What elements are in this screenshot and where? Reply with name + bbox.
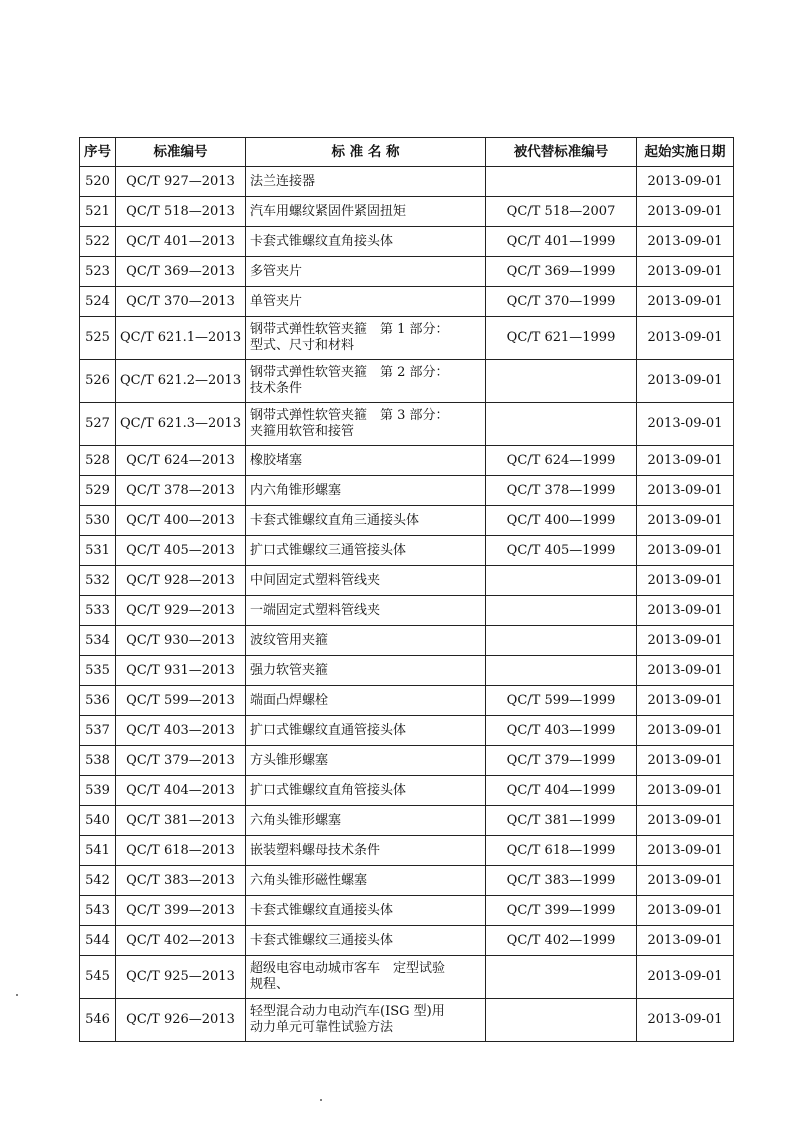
replaced-code-cell: QC/T 401—1999 — [486, 227, 637, 257]
effective-date-cell: 2013-09-01 — [637, 197, 734, 227]
serial-no-cell: 527 — [80, 403, 116, 446]
table-row — [80, 227, 734, 257]
replaced-code-cell: QC/T 618—1999 — [486, 836, 637, 866]
effective-date-cell: 2013-09-01 — [637, 746, 734, 776]
standard-name-cell — [246, 716, 486, 746]
table-row — [80, 446, 734, 476]
effective-date-cell: 2013-09-01 — [637, 896, 734, 926]
replaced-code-cell: QC/T 624—1999 — [486, 446, 637, 476]
standard-code-cell: QC/T 399—2013 — [116, 896, 246, 926]
table-header-row — [80, 138, 734, 167]
standard-name-cell — [246, 746, 486, 776]
scan-speck — [320, 1099, 322, 1101]
table-row — [80, 746, 734, 776]
standard-code-cell: QC/T 930—2013 — [116, 626, 246, 656]
standard-name-line: 钢带式弹性软管夹箍 第 2 部分： — [250, 365, 449, 380]
standard-name-line: 卡套式锥螺纹直角三通接头体 — [250, 512, 420, 528]
standard-code-cell: QC/T 405—2013 — [116, 536, 246, 566]
table-row — [80, 476, 734, 506]
replaced-code-cell: QC/T 381—1999 — [486, 806, 637, 836]
standard-name-line: 内六角锥形螺塞 — [250, 482, 342, 498]
standard-name-line: 卡套式锥螺纹直角接头体 — [250, 233, 394, 249]
standard-name-cell — [246, 956, 486, 999]
standard-name-line: 波纹管用夹箍 — [250, 632, 329, 648]
effective-date-cell: 2013-09-01 — [637, 956, 734, 999]
header-replaced-code: 被代替标准编号 — [486, 138, 637, 167]
standard-name-cell — [246, 167, 486, 197]
effective-date-cell: 2013-09-01 — [637, 476, 734, 506]
serial-no-cell: 526 — [80, 360, 116, 403]
standard-code-cell: QC/T 599—2013 — [116, 686, 246, 716]
standard-name-line: 夹箍用软管和接管 — [250, 424, 355, 439]
standard-code-cell: QC/T 926—2013 — [116, 999, 246, 1042]
standard-code-cell: QC/T 929—2013 — [116, 596, 246, 626]
standard-code-cell: QC/T 518—2013 — [116, 197, 246, 227]
replaced-code-cell: QC/T 400—1999 — [486, 506, 637, 536]
table-row — [80, 287, 734, 317]
standard-name-cell — [246, 566, 486, 596]
replaced-code-cell: QC/T 599—1999 — [486, 686, 637, 716]
standard-name-line: 扩口式锥螺纹三通管接头体 — [250, 542, 407, 558]
effective-date-cell: 2013-09-01 — [637, 167, 734, 197]
effective-date-cell: 2013-09-01 — [637, 596, 734, 626]
standard-name-line: 超级电容电动城市客车 定型试验 — [250, 961, 446, 976]
serial-no-cell: 523 — [80, 257, 116, 287]
replaced-code-cell: QC/T 378—1999 — [486, 476, 637, 506]
standard-code-cell: QC/T 378—2013 — [116, 476, 246, 506]
effective-date-cell: 2013-09-01 — [637, 257, 734, 287]
replaced-code-cell — [486, 626, 637, 656]
table-row — [80, 686, 734, 716]
effective-date-cell: 2013-09-01 — [637, 716, 734, 746]
effective-date-cell: 2013-09-01 — [637, 403, 734, 446]
effective-date-cell: 2013-09-01 — [637, 776, 734, 806]
serial-no-cell: 524 — [80, 287, 116, 317]
replaced-code-cell — [486, 656, 637, 686]
effective-date-cell: 2013-09-01 — [637, 626, 734, 656]
effective-date-cell: 2013-09-01 — [637, 926, 734, 956]
effective-date-cell: 2013-09-01 — [637, 287, 734, 317]
serial-no-cell: 537 — [80, 716, 116, 746]
serial-no-cell: 539 — [80, 776, 116, 806]
standard-code-cell: QC/T 379—2013 — [116, 746, 246, 776]
standard-name-cell — [246, 317, 486, 360]
serial-no-cell: 543 — [80, 896, 116, 926]
standard-code-cell: QC/T 402—2013 — [116, 926, 246, 956]
standard-name-line: 卡套式锥螺纹三通接头体 — [250, 932, 394, 948]
effective-date-cell: 2013-09-01 — [637, 317, 734, 360]
replaced-code-cell: QC/T 402—1999 — [486, 926, 637, 956]
serial-no-cell: 528 — [80, 446, 116, 476]
table-row — [80, 403, 734, 446]
standard-name-line: 六角头锥形磁性螺塞 — [250, 872, 368, 888]
standard-name-cell — [246, 197, 486, 227]
standard-code-cell: QC/T 404—2013 — [116, 776, 246, 806]
replaced-code-cell: QC/T 370—1999 — [486, 287, 637, 317]
standard-name-line: 中间固定式塑料管线夹 — [250, 572, 381, 588]
replaced-code-cell: QC/T 621—1999 — [486, 317, 637, 360]
standard-name-cell — [246, 227, 486, 257]
standard-name-cell — [246, 360, 486, 403]
header-standard-name: 标 准 名 称 — [246, 138, 486, 167]
effective-date-cell: 2013-09-01 — [637, 999, 734, 1042]
standard-name-cell — [246, 926, 486, 956]
standard-name-cell — [246, 776, 486, 806]
standard-name-cell — [246, 866, 486, 896]
serial-no-cell: 521 — [80, 197, 116, 227]
replaced-code-cell: QC/T 405—1999 — [486, 536, 637, 566]
effective-date-cell: 2013-09-01 — [637, 836, 734, 866]
table-body — [80, 167, 734, 1042]
replaced-code-cell — [486, 360, 637, 403]
standard-name-cell — [246, 656, 486, 686]
replaced-code-cell: QC/T 379—1999 — [486, 746, 637, 776]
standard-name-cell — [246, 506, 486, 536]
standard-code-cell: QC/T 381—2013 — [116, 806, 246, 836]
table-row — [80, 536, 734, 566]
replaced-code-cell — [486, 956, 637, 999]
replaced-code-cell — [486, 999, 637, 1042]
standard-name-line: 规程、 — [250, 977, 290, 992]
serial-no-cell: 534 — [80, 626, 116, 656]
standard-code-cell: QC/T 370—2013 — [116, 287, 246, 317]
standard-name-line: 方头锥形螺塞 — [250, 752, 329, 768]
replaced-code-cell: QC/T 404—1999 — [486, 776, 637, 806]
standard-code-cell: QC/T 621.2—2013 — [116, 360, 246, 403]
serial-no-cell: 525 — [80, 317, 116, 360]
effective-date-cell: 2013-09-01 — [637, 536, 734, 566]
standard-name-line: 动力单元可靠性试验方法 — [250, 1020, 394, 1035]
standard-name-cell — [246, 806, 486, 836]
standard-code-cell: QC/T 383—2013 — [116, 866, 246, 896]
table-row — [80, 197, 734, 227]
header-standard-code: 标准编号 — [116, 138, 246, 167]
serial-no-cell: 546 — [80, 999, 116, 1042]
replaced-code-cell — [486, 596, 637, 626]
serial-no-cell: 538 — [80, 746, 116, 776]
header-effective-date: 起始实施日期 — [637, 138, 734, 167]
effective-date-cell: 2013-09-01 — [637, 360, 734, 403]
table-row — [80, 999, 734, 1042]
standard-code-cell: QC/T 931—2013 — [116, 656, 246, 686]
standard-name-line: 扩口式锥螺纹直角管接头体 — [250, 782, 407, 798]
replaced-code-cell — [486, 403, 637, 446]
standard-name-line: 扩口式锥螺纹直通管接头体 — [250, 722, 407, 738]
replaced-code-cell: QC/T 383—1999 — [486, 866, 637, 896]
header-serial-no: 序号 — [80, 138, 116, 167]
table-row — [80, 836, 734, 866]
standard-name-cell — [246, 999, 486, 1042]
table-row — [80, 716, 734, 746]
standard-name-line: 一端固定式塑料管线夹 — [250, 602, 381, 618]
standard-code-cell: QC/T 925—2013 — [116, 956, 246, 999]
standard-name-cell — [246, 446, 486, 476]
serial-no-cell: 529 — [80, 476, 116, 506]
effective-date-cell: 2013-09-01 — [637, 506, 734, 536]
standard-name-line: 轻型混合动力电动汽车(ISG 型)用 — [250, 1004, 445, 1019]
effective-date-cell: 2013-09-01 — [637, 446, 734, 476]
table-row — [80, 656, 734, 686]
standard-name-line: 六角头锥形螺塞 — [250, 812, 342, 828]
standard-code-cell: QC/T 403—2013 — [116, 716, 246, 746]
standard-name-line: 法兰连接器 — [250, 173, 316, 189]
serial-no-cell: 532 — [80, 566, 116, 596]
table-row — [80, 896, 734, 926]
standard-name-line: 单管夹片 — [250, 293, 303, 309]
standard-name-cell — [246, 836, 486, 866]
table-row — [80, 506, 734, 536]
standard-code-cell: QC/T 369—2013 — [116, 257, 246, 287]
standard-name-cell — [246, 476, 486, 506]
effective-date-cell: 2013-09-01 — [637, 806, 734, 836]
effective-date-cell: 2013-09-01 — [637, 227, 734, 257]
serial-no-cell: 522 — [80, 227, 116, 257]
standard-name-line: 嵌装塑料螺母技术条件 — [250, 842, 381, 858]
serial-no-cell: 544 — [80, 926, 116, 956]
standard-code-cell: QC/T 401—2013 — [116, 227, 246, 257]
standard-name-line: 钢带式弹性软管夹箍 第 3 部分： — [250, 408, 449, 423]
table-row — [80, 926, 734, 956]
standard-code-cell: QC/T 400—2013 — [116, 506, 246, 536]
serial-no-cell: 531 — [80, 536, 116, 566]
serial-no-cell: 540 — [80, 806, 116, 836]
standard-code-cell: QC/T 927—2013 — [116, 167, 246, 197]
serial-no-cell: 520 — [80, 167, 116, 197]
serial-no-cell: 541 — [80, 836, 116, 866]
standard-name-cell — [246, 686, 486, 716]
standard-code-cell: QC/T 624—2013 — [116, 446, 246, 476]
standard-name-line: 卡套式锥螺纹直通接头体 — [250, 902, 394, 918]
table-row — [80, 360, 734, 403]
table-row — [80, 866, 734, 896]
standard-name-cell — [246, 257, 486, 287]
table-row — [80, 317, 734, 360]
table-row — [80, 956, 734, 999]
standard-name-line: 多管夹片 — [250, 263, 303, 279]
table-row — [80, 596, 734, 626]
replaced-code-cell: QC/T 399—1999 — [486, 896, 637, 926]
replaced-code-cell: QC/T 369—1999 — [486, 257, 637, 287]
table-row — [80, 167, 734, 197]
standard-name-cell — [246, 596, 486, 626]
standard-code-cell: QC/T 928—2013 — [116, 566, 246, 596]
standard-code-cell: QC/T 621.3—2013 — [116, 403, 246, 446]
replaced-code-cell: QC/T 403—1999 — [486, 716, 637, 746]
standard-name-line: 端面凸焊螺栓 — [250, 692, 329, 708]
standard-name-line: 钢带式弹性软管夹箍 第 1 部分： — [250, 322, 449, 337]
standard-name-line: 强力软管夹箍 — [250, 662, 329, 678]
serial-no-cell: 535 — [80, 656, 116, 686]
serial-no-cell: 536 — [80, 686, 116, 716]
serial-no-cell: 530 — [80, 506, 116, 536]
standards-table — [79, 137, 734, 1042]
table-row — [80, 257, 734, 287]
standard-name-cell — [246, 536, 486, 566]
replaced-code-cell — [486, 566, 637, 596]
effective-date-cell: 2013-09-01 — [637, 566, 734, 596]
table-row — [80, 566, 734, 596]
table-row — [80, 776, 734, 806]
standard-name-line: 汽车用螺纹紧固件紧固扭矩 — [250, 203, 407, 219]
standard-name-cell — [246, 626, 486, 656]
serial-no-cell: 533 — [80, 596, 116, 626]
standard-name-line: 型式、尺寸和材料 — [250, 338, 355, 353]
standard-code-cell: QC/T 621.1—2013 — [116, 317, 246, 360]
serial-no-cell: 542 — [80, 866, 116, 896]
effective-date-cell: 2013-09-01 — [637, 656, 734, 686]
effective-date-cell: 2013-09-01 — [637, 866, 734, 896]
scan-speck — [16, 994, 18, 996]
standard-name-line: 技术条件 — [250, 381, 303, 396]
table-row — [80, 626, 734, 656]
standard-code-cell: QC/T 618—2013 — [116, 836, 246, 866]
replaced-code-cell — [486, 167, 637, 197]
replaced-code-cell: QC/T 518—2007 — [486, 197, 637, 227]
serial-no-cell: 545 — [80, 956, 116, 999]
table-row — [80, 806, 734, 836]
standard-name-cell — [246, 403, 486, 446]
effective-date-cell: 2013-09-01 — [637, 686, 734, 716]
standard-name-cell — [246, 287, 486, 317]
standard-name-line: 橡胶堵塞 — [250, 452, 303, 468]
standard-name-cell — [246, 896, 486, 926]
